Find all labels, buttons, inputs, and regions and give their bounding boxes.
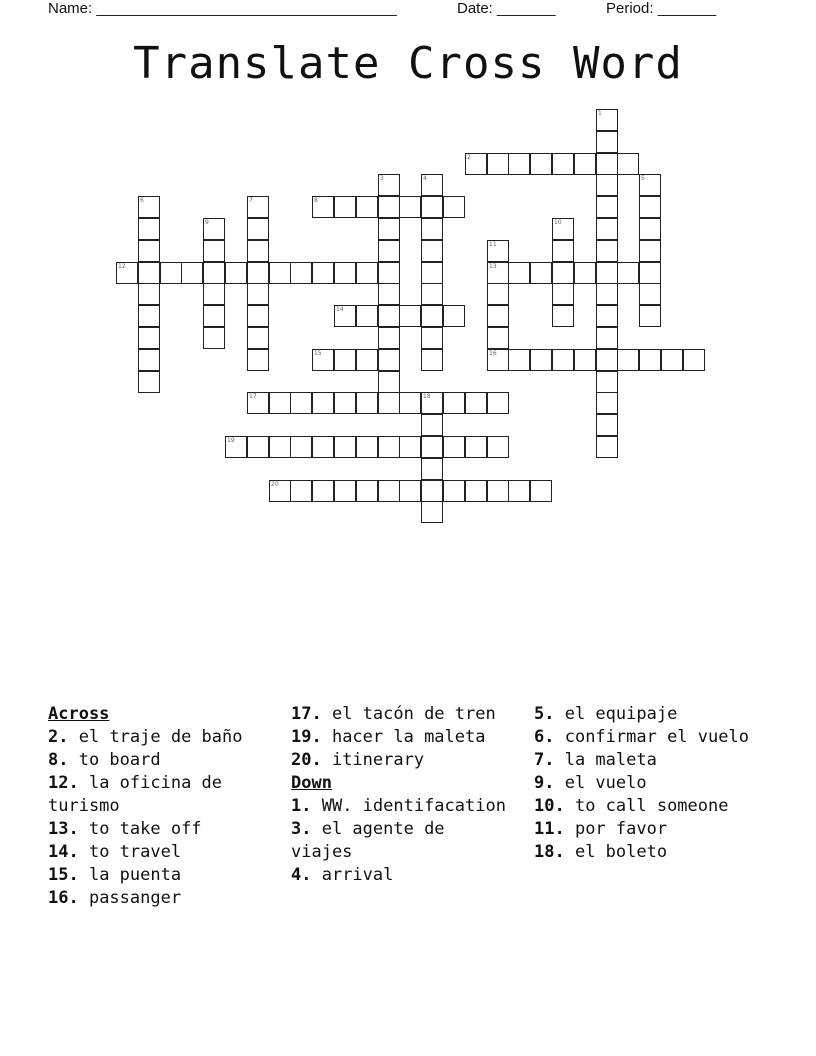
clue-item [48,841,283,864]
crossword-cell[interactable] [378,392,400,414]
crossword-cell[interactable] [290,436,312,458]
crossword-cell[interactable] [421,283,443,305]
crossword-cell[interactable] [596,327,618,349]
crossword-cell[interactable] [596,371,618,393]
crossword-cell[interactable] [225,262,247,284]
crossword-cell[interactable] [596,392,618,414]
clue-number: 14. [48,842,79,862]
clue-number-label: 8 [314,197,318,204]
clue-item [291,749,516,772]
crossword-cell[interactable] [138,371,160,393]
crossword-cell[interactable] [138,240,160,262]
crossword-cell[interactable] [574,262,596,284]
crossword-cell[interactable] [617,153,639,175]
clue-number-label: 14 [336,306,344,313]
crossword-cell[interactable] [596,218,618,240]
crossword-cell[interactable] [530,480,552,502]
clue-number: 15. [48,865,79,885]
crossword-cell[interactable] [138,283,160,305]
clue-item [534,818,759,841]
clue-item [291,726,516,749]
clue-text: por favor [564,819,668,839]
crossword-cell[interactable] [596,414,618,436]
crossword-cell[interactable] [552,262,574,284]
crossword-cell[interactable] [138,327,160,349]
crossword-cell[interactable] [312,480,334,502]
crossword-cell[interactable] [530,153,552,175]
clue-text: el traje de baño [68,727,243,747]
clue-item [291,795,516,818]
crossword-cell[interactable] [203,305,225,327]
clue-item [48,818,283,841]
crossword-cell[interactable] [203,262,225,284]
clue-text: confirmar el vuelo [554,727,749,747]
clue-number: 4. [291,865,312,885]
crossword-cell[interactable] [596,305,618,327]
clue-item [48,864,283,887]
crossword-cell[interactable] [639,305,661,327]
crossword-cell[interactable] [443,480,465,502]
crossword-cell[interactable] [487,283,509,305]
clue-text: to travel [78,842,182,862]
crossword-cell[interactable] [312,436,334,458]
crossword-cell[interactable] [312,262,334,284]
crossword-cell[interactable] [356,305,378,327]
clue-text: WW. identifacation [311,796,506,816]
crossword-cell[interactable] [138,349,160,371]
clue-number: 6. [534,727,555,747]
crossword-cell[interactable] [334,262,356,284]
crossword-cell[interactable] [378,349,400,371]
crossword-cell[interactable] [574,153,596,175]
crossword-cell[interactable] [596,436,618,458]
clue-number-label: 5 [641,175,645,182]
crossword-cell[interactable] [421,349,443,371]
clue-text: to board [68,750,161,770]
clue-number-label: 10 [554,219,562,226]
name-line[interactable]: Name: ____________________________________ [48,0,397,17]
clue-item [291,864,516,887]
crossword-cell[interactable] [181,262,203,284]
clue-item [534,772,759,795]
clue-text: itinerary [321,750,425,770]
date-line[interactable]: Date: _______ [457,0,556,17]
crossword-cell[interactable] [443,436,465,458]
clue-text: la maleta [554,750,657,770]
crossword-cell[interactable] [312,392,334,414]
crossword-cell[interactable] [421,458,443,480]
crossword-cell[interactable] [334,436,356,458]
crossword-cell[interactable] [421,262,443,284]
crossword-cell[interactable] [552,305,574,327]
clue-item [534,703,759,726]
crossword-cell[interactable] [639,283,661,305]
clue-number-label: 4 [423,175,427,182]
crossword-cell[interactable] [160,262,182,284]
crossword-cell[interactable] [421,305,443,327]
crossword-cell[interactable] [247,283,269,305]
crossword-cell[interactable] [639,196,661,218]
clue-number: 7. [534,750,555,770]
crossword-cell[interactable] [290,392,312,414]
crossword-cell[interactable] [378,371,400,393]
crossword-cell[interactable] [247,262,269,284]
clue-number-label: 12 [118,263,126,270]
clue-text: el boleto [564,842,668,862]
crossword-cell[interactable] [639,218,661,240]
crossword-cell[interactable] [247,305,269,327]
clue-text: to take off [78,819,202,839]
crossword-cell[interactable] [378,283,400,305]
clue-text: el tacón de tren [321,704,496,724]
clue-text: la oficina de turismo [48,773,223,816]
clue-number-label: 9 [205,219,209,226]
clue-number-label: 17 [249,393,257,400]
clue-text: el equipaje [554,704,678,724]
crossword-cell[interactable] [465,392,487,414]
crossword-cell[interactable] [203,240,225,262]
crossword-cell[interactable] [552,153,574,175]
crossword-cell[interactable] [508,153,530,175]
crossword-cell[interactable] [596,131,618,153]
clue-number: 2. [48,727,69,747]
clue-number-label: 13 [489,263,497,270]
clue-item [291,703,516,726]
crossword-cell[interactable] [399,480,421,502]
crossword-cell[interactable] [639,262,661,284]
crossword-cell[interactable] [552,240,574,262]
clue-text: hacer la maleta [321,727,486,747]
crossword-cell[interactable] [443,305,465,327]
period-line[interactable]: Period: _______ [606,0,717,17]
crossword-cell[interactable] [421,218,443,240]
crossword-cell[interactable] [596,153,618,175]
crossword-cell[interactable] [269,262,291,284]
clue-text: passanger [78,888,182,908]
crossword-cell[interactable] [465,480,487,502]
crossword-cell[interactable] [138,305,160,327]
crossword-cell[interactable] [508,349,530,371]
crossword-cell[interactable] [247,240,269,262]
clue-item [48,726,283,749]
clue-number: 13. [48,819,79,839]
crossword-cell[interactable] [530,349,552,371]
crossword-cell[interactable] [247,436,269,458]
clue-text: la puenta [78,865,182,885]
crossword-cell[interactable] [443,196,465,218]
clue-number: 10. [534,796,565,816]
crossword-cell[interactable] [378,218,400,240]
clue-item [534,795,759,818]
crossword-cell[interactable] [421,327,443,349]
clue-number-label: 18 [423,393,431,400]
crossword-cell[interactable] [596,174,618,196]
crossword-cell[interactable] [639,349,661,371]
crossword-cell[interactable] [443,392,465,414]
clue-text: arrival [311,865,394,885]
crossword-cell[interactable] [138,218,160,240]
across-heading: Across [48,704,110,724]
crossword-cell[interactable] [334,392,356,414]
crossword-cell[interactable] [530,262,552,284]
clue-column-1 [48,703,283,910]
clue-number: 8. [48,750,69,770]
crossword-cell[interactable] [203,327,225,349]
crossword-cell[interactable] [596,283,618,305]
crossword-cell[interactable] [399,392,421,414]
clue-number: 19. [291,727,322,747]
clue-number: 20. [291,750,322,770]
crossword-cell[interactable] [334,196,356,218]
crossword-cell[interactable] [269,392,291,414]
crossword-cell[interactable] [378,262,400,284]
crossword-cell[interactable] [247,218,269,240]
crossword-cell[interactable] [378,196,400,218]
clue-number: 12. [48,773,79,793]
clue-number: 11. [534,819,565,839]
crossword-cell[interactable] [421,414,443,436]
crossword-cell[interactable] [487,480,509,502]
crossword-cell[interactable] [378,240,400,262]
crossword-cell[interactable] [508,480,530,502]
clue-number-label: 7 [249,197,253,204]
crossword-cell[interactable] [639,240,661,262]
clue-item [48,749,283,772]
clue-number-label: 16 [489,350,497,357]
clue-number-label: 15 [314,350,322,357]
crossword-cell[interactable] [487,327,509,349]
clue-number-label: 2 [467,154,471,161]
crossword-cell[interactable] [247,349,269,371]
crossword-cell[interactable] [552,283,574,305]
crossword-cell[interactable] [487,436,509,458]
crossword-cell[interactable] [421,240,443,262]
crossword-cell[interactable] [247,327,269,349]
clue-number: 17. [291,704,322,724]
clue-text: el vuelo [554,773,647,793]
crossword-cell[interactable] [356,436,378,458]
clue-column-2 [291,703,516,887]
crossword-cell[interactable] [421,501,443,523]
crossword-cell[interactable] [574,349,596,371]
crossword-cell[interactable] [378,480,400,502]
crossword-cell[interactable] [487,305,509,327]
crossword-cell[interactable] [378,436,400,458]
crossword-cell[interactable] [378,327,400,349]
crossword-cell[interactable] [356,196,378,218]
clue-number: 18. [534,842,565,862]
crossword-cell[interactable] [552,349,574,371]
clue-number-label: 19 [227,437,235,444]
crossword-cell[interactable] [421,436,443,458]
clue-number-label: 11 [489,241,497,248]
clue-item [534,841,759,864]
crossword-cell[interactable] [421,480,443,502]
crossword-cell[interactable] [334,480,356,502]
clue-item [534,726,759,749]
clue-number: 16. [48,888,79,908]
crossword-cell[interactable] [356,392,378,414]
crossword-cell[interactable] [596,262,618,284]
crossword-cell[interactable] [334,349,356,371]
crossword-cell[interactable] [290,480,312,502]
clue-text: to call someone [564,796,729,816]
clue-text: el agente de viajes [291,819,445,862]
crossword-cell[interactable] [617,349,639,371]
clue-number-label: 3 [380,175,384,182]
clue-item [291,818,516,864]
crossword-cell[interactable] [617,262,639,284]
clue-number: 3. [291,819,312,839]
crossword-cell[interactable] [421,196,443,218]
crossword-cell[interactable] [465,436,487,458]
crossword-cell[interactable] [378,305,400,327]
crossword-cell[interactable] [203,283,225,305]
crossword-cell[interactable] [596,196,618,218]
crossword-cell[interactable] [399,196,421,218]
crossword-cell[interactable] [356,262,378,284]
crossword-cell[interactable] [356,480,378,502]
crossword-cell[interactable] [399,305,421,327]
clue-number-label: 1 [598,110,602,117]
crossword-cell[interactable] [269,436,291,458]
crossword-cell[interactable] [683,349,705,371]
clue-number: 1. [291,796,312,816]
crossword-cell[interactable] [661,349,683,371]
crossword-cell[interactable] [138,262,160,284]
clue-number: 5. [534,704,555,724]
clue-item [48,772,283,818]
clue-column-3 [534,703,759,864]
clue-item [534,749,759,772]
clue-number: 9. [534,773,555,793]
clue-item [48,887,283,910]
crossword-cell[interactable] [487,392,509,414]
crossword-cell[interactable] [399,436,421,458]
crossword-cell[interactable] [290,262,312,284]
clue-number-label: 20 [271,481,279,488]
crossword-cell[interactable] [596,240,618,262]
down-heading: Down [291,773,332,793]
crossword-cell[interactable] [356,349,378,371]
crossword-cell[interactable] [508,262,530,284]
clue-number-label: 6 [140,197,144,204]
crossword-cell[interactable] [596,349,618,371]
page-title: Translate Cross Word [133,38,683,89]
crossword-cell[interactable] [487,153,509,175]
